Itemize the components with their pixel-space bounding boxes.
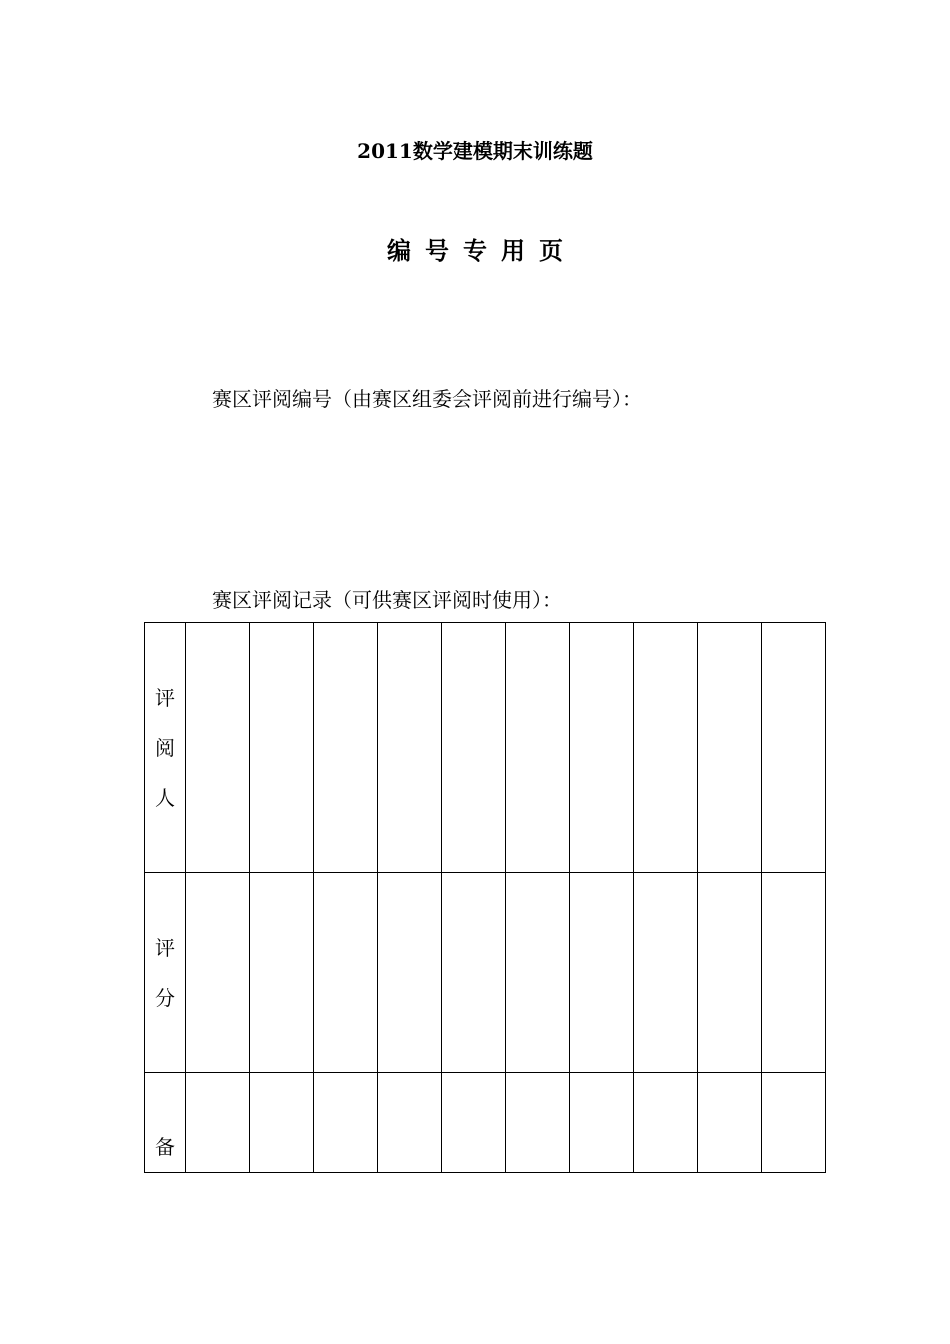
score-cell[interactable] — [186, 873, 250, 1073]
score-cell[interactable] — [698, 873, 762, 1073]
remark-cell[interactable] — [314, 1073, 378, 1173]
score-row-header — [145, 873, 186, 1073]
remark-cell[interactable] — [442, 1073, 506, 1173]
score-cell[interactable] — [378, 873, 442, 1073]
document-title: 2011数学建模期末训练题 — [357, 139, 593, 163]
reviewer-cell[interactable] — [314, 623, 378, 873]
score-cell[interactable] — [442, 873, 506, 1073]
review-record-label: 赛区评阅记录（可供赛区评阅时使用）： — [212, 588, 562, 612]
remark-row — [145, 1073, 826, 1173]
page-heading: 编号专用页 — [387, 236, 577, 265]
score-cell[interactable] — [250, 873, 314, 1073]
score-cell[interactable] — [570, 873, 634, 1073]
remark-cell[interactable] — [634, 1073, 698, 1173]
remark-cell[interactable] — [250, 1073, 314, 1173]
reviewer-cell[interactable] — [762, 623, 826, 873]
remark-cell[interactable] — [506, 1073, 570, 1173]
score-cell[interactable] — [506, 873, 570, 1073]
review-number-label: 赛区评阅编号（由赛区组委会评阅前进行编号）： — [212, 387, 642, 411]
remark-cell[interactable] — [378, 1073, 442, 1173]
reviewer-cell[interactable] — [634, 623, 698, 873]
reviewer-cell[interactable] — [698, 623, 762, 873]
reviewer-cell[interactable] — [506, 623, 570, 873]
reviewer-row — [145, 623, 826, 873]
remark-cell[interactable] — [186, 1073, 250, 1173]
remark-row-header — [145, 1073, 186, 1173]
reviewer-cell[interactable] — [250, 623, 314, 873]
score-header-label: 评分 — [155, 935, 175, 1010]
reviewer-cell[interactable] — [378, 623, 442, 873]
remark-header-label: 备 — [155, 1135, 175, 1159]
score-cell[interactable] — [762, 873, 826, 1073]
reviewer-row-header — [145, 623, 186, 873]
score-row — [145, 873, 826, 1073]
remark-cell[interactable] — [762, 1073, 826, 1173]
reviewer-cell[interactable] — [186, 623, 250, 873]
review-record-table — [144, 622, 826, 1173]
score-cell[interactable] — [634, 873, 698, 1073]
reviewer-cell[interactable] — [570, 623, 634, 873]
reviewer-header-label: 评阅人 — [155, 685, 175, 810]
reviewer-cell[interactable] — [442, 623, 506, 873]
remark-cell[interactable] — [570, 1073, 634, 1173]
remark-cell[interactable] — [698, 1073, 762, 1173]
score-cell[interactable] — [314, 873, 378, 1073]
